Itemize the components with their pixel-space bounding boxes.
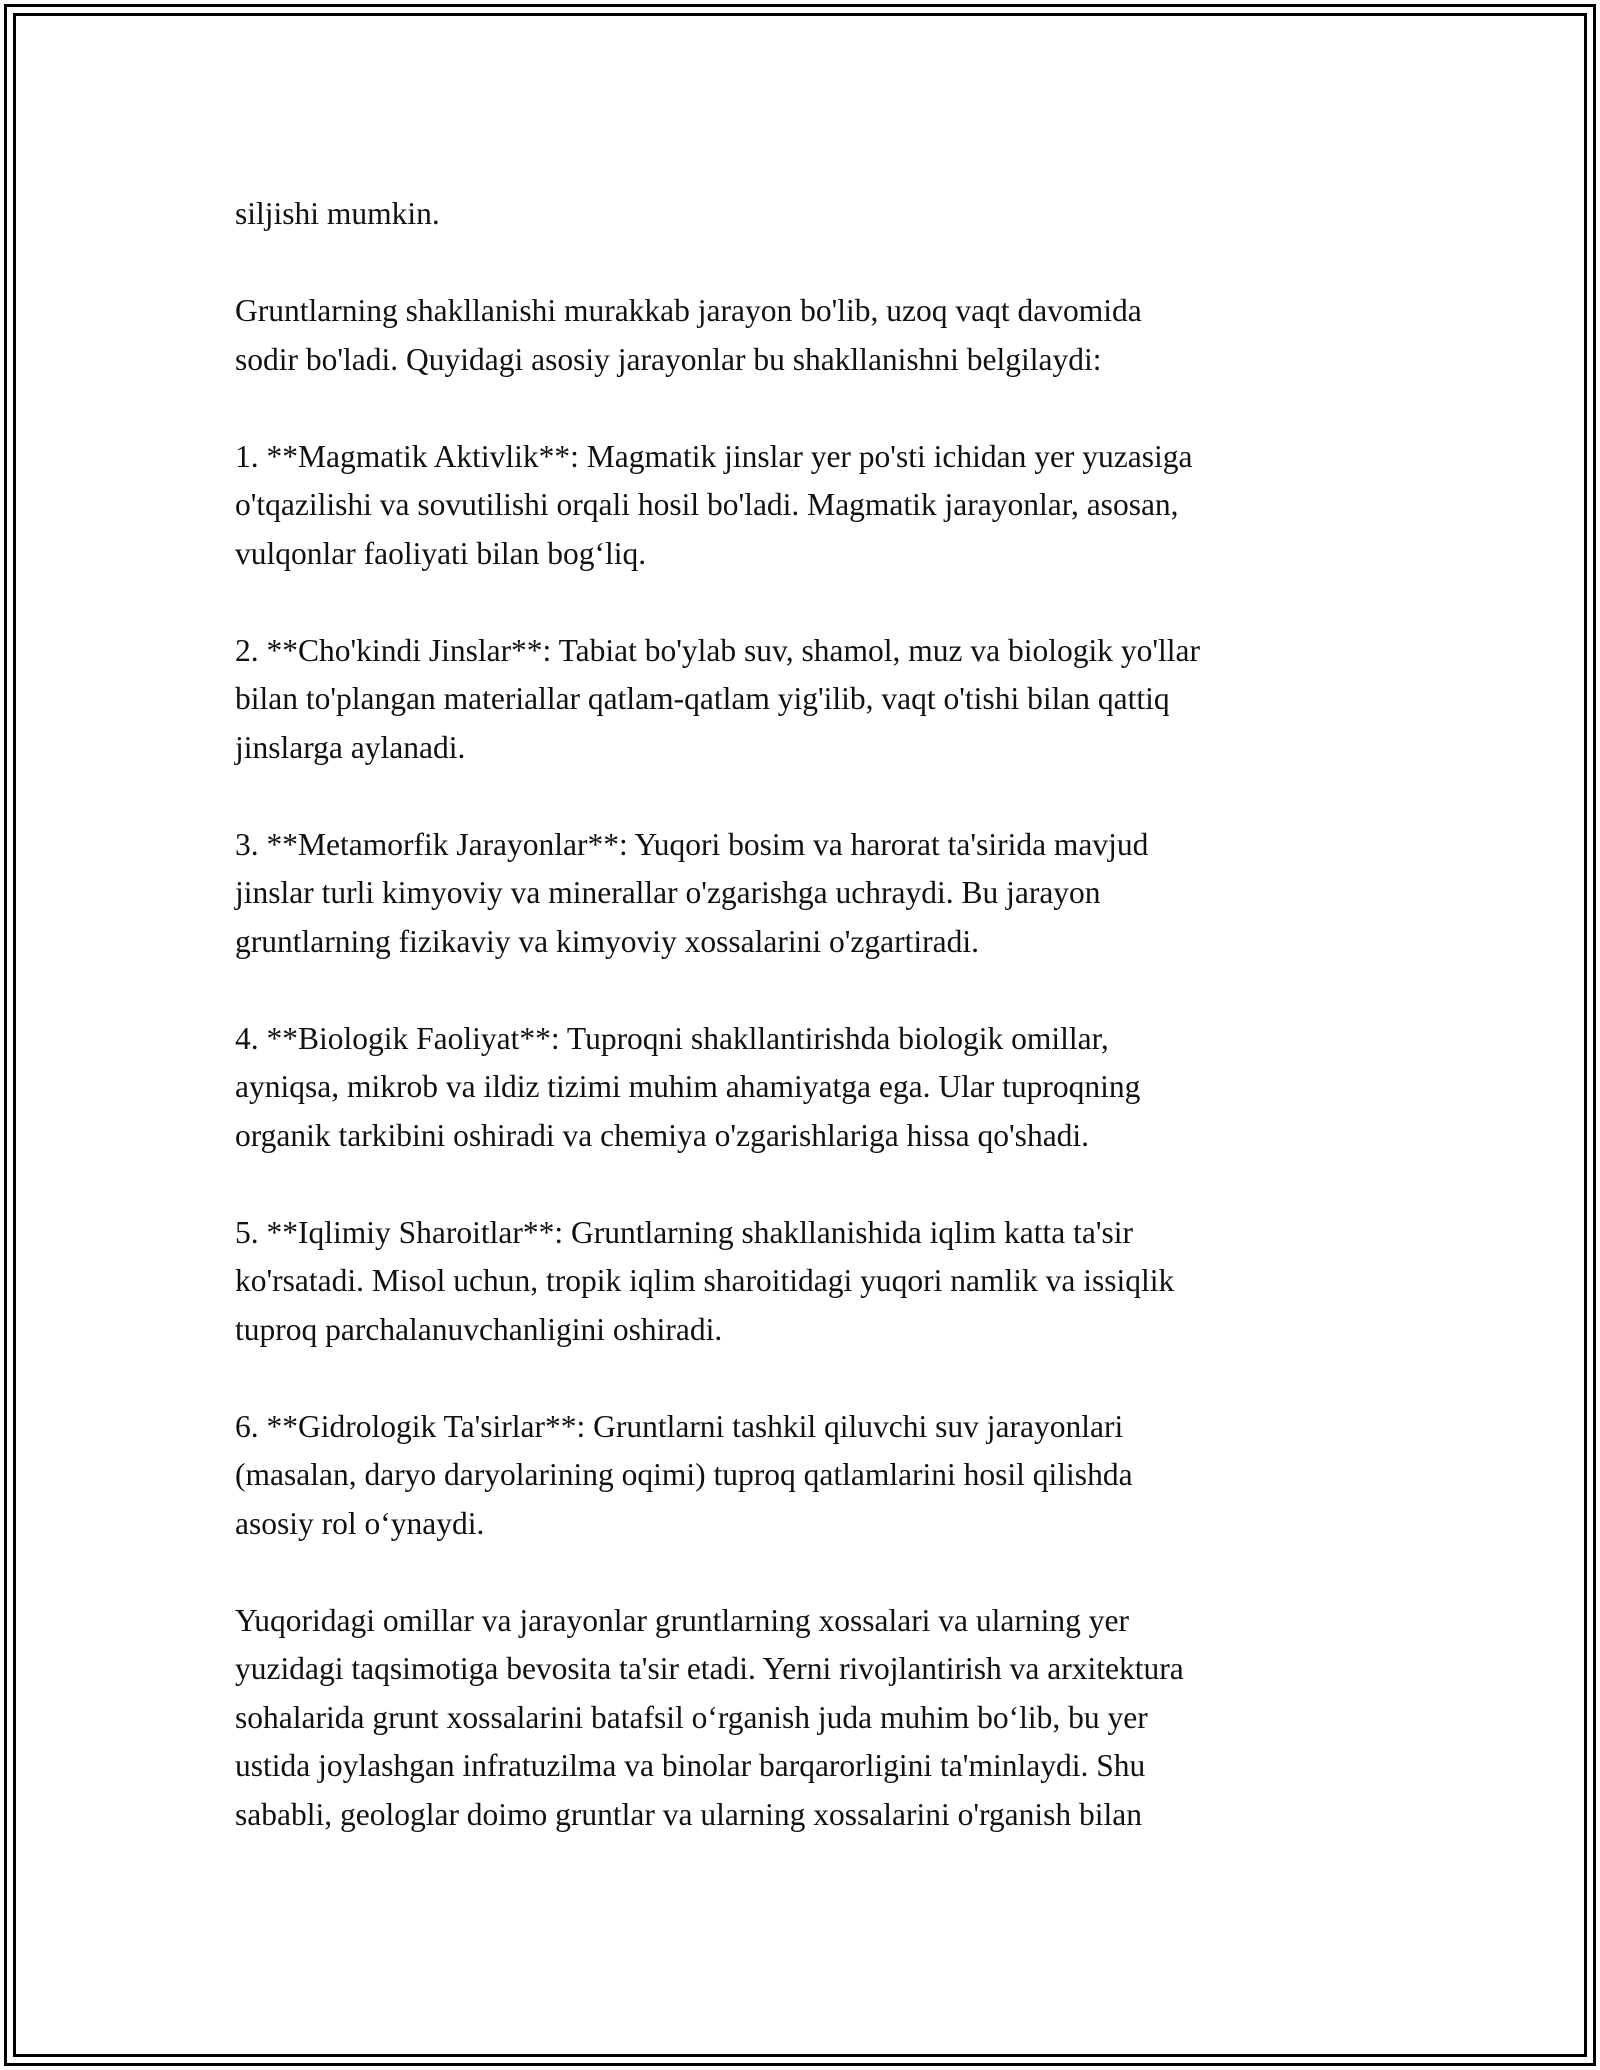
text-line: sodir bo'ladi. Quyidagi asosiy jarayonlar bu shakllanishni belgilaydi: xyxy=(235,341,1102,377)
text-line: ustida joylashgan infratuzilma va binolar barqarorligini ta'minlaydi. Shu xyxy=(235,1748,1146,1783)
text-line: yuzidagi taqsimotiga bevosita ta'sir etadi. Yerni rivojlantirish va arxitektura xyxy=(235,1651,1184,1686)
text-line: 6. **Gidrologik Ta'sirlar**: Gruntlarni tashkil qiluvchi suv jarayonlari xyxy=(235,1408,1124,1444)
text-line: ko'rsatadi. Misol uchun, tropik iqlim sharoitidagi yuqori namlik va issiqlik xyxy=(235,1263,1175,1298)
paragraph-continuation xyxy=(235,190,1385,239)
list-item-metamorfik xyxy=(235,821,1385,967)
text-line: sababli, geologlar doimo gruntlar va ularning xossalarini o'rganish bilan xyxy=(235,1796,1143,1832)
text-line: bilan to'plangan materiallar qatlam-qatlam yig'ilib, vaqt o'tishi bilan qattiq xyxy=(235,681,1170,716)
list-item-chokindi xyxy=(235,627,1385,773)
paragraph-gap xyxy=(235,384,1385,433)
text-line: Yuqoridagi omillar va jarayonlar gruntlarning xossalari va ularning yer xyxy=(235,1602,1129,1638)
text-line: 3. **Metamorfik Jarayonlar**: Yuqori bosim va harorat ta'sirida mavjud xyxy=(235,826,1149,862)
text-line: asosiy rol o‘ynaydi. xyxy=(235,1505,485,1541)
list-item-magmatik xyxy=(235,433,1385,579)
text-line: organik tarkibini oshiradi va chemiya o'zgarishlariga hissa qo'shadi. xyxy=(235,1117,1090,1153)
paragraph-gap xyxy=(235,239,1385,288)
text-line: jinslar turli kimyoviy va minerallar o'zgarishga uchraydi. Bu jarayon xyxy=(235,875,1101,910)
text-line: 4. **Biologik Faoliyat**: Tuproqni shakllantirishda biologik omillar, xyxy=(235,1020,1109,1056)
list-item-gidrologik xyxy=(235,1403,1385,1549)
text-line: ayniqsa, mikrob va ildiz tizimi muhim ahamiyatga ega. Ular tuproqning xyxy=(235,1069,1141,1104)
paragraph-intro xyxy=(235,287,1385,384)
text-line: jinslarga aylanadi. xyxy=(235,729,466,765)
text-line: sohalarida grunt xossalarini batafsil o‘rganish juda muhim bo‘lib, bu yer xyxy=(235,1699,1148,1735)
paragraph-gap xyxy=(235,1548,1385,1597)
paragraph-gap xyxy=(235,772,1385,821)
text-line: tuproq parchalanuvchanligini oshiradi. xyxy=(235,1311,723,1347)
paragraph-gap xyxy=(235,1160,1385,1209)
text-line: (masalan, daryo daryolarining oqimi) tuproq qatlamlarini hosil qilishda xyxy=(235,1457,1133,1492)
list-item-iqlimiy xyxy=(235,1209,1385,1355)
text-line: 1. **Magmatik Aktivlik**: Magmatik jinslar yer po'sti ichidan yer yuzasiga xyxy=(235,438,1193,474)
text-line: 5. **Iqlimiy Sharoitlar**: Gruntlarning shakllanishida iqlim katta ta'sir xyxy=(235,1214,1134,1250)
text-line: siljishi mumkin. xyxy=(235,196,440,231)
paragraph-gap xyxy=(235,1354,1385,1403)
document-body xyxy=(235,190,1385,1839)
paragraph-gap xyxy=(235,966,1385,1015)
text-line: vulqonlar faoliyati bilan bog‘liq. xyxy=(235,535,647,571)
paragraph-conclusion xyxy=(235,1597,1385,1840)
list-item-biologik xyxy=(235,1015,1385,1161)
text-line: o'tqazilishi va sovutilishi orqali hosil bo'ladi. Magmatik jarayonlar, asosan, xyxy=(235,487,1179,522)
text-line: gruntlarning fizikaviy va kimyoviy xossalarini o'zgartiradi. xyxy=(235,923,979,959)
paragraph-gap xyxy=(235,578,1385,627)
text-line: Gruntlarning shakllanishi murakkab jarayon bo'lib, uzoq vaqt davomida xyxy=(235,293,1142,328)
text-line: 2. **Cho'kindi Jinslar**: Tabiat bo'ylab suv, shamol, muz va biologik yo'llar xyxy=(235,632,1200,668)
